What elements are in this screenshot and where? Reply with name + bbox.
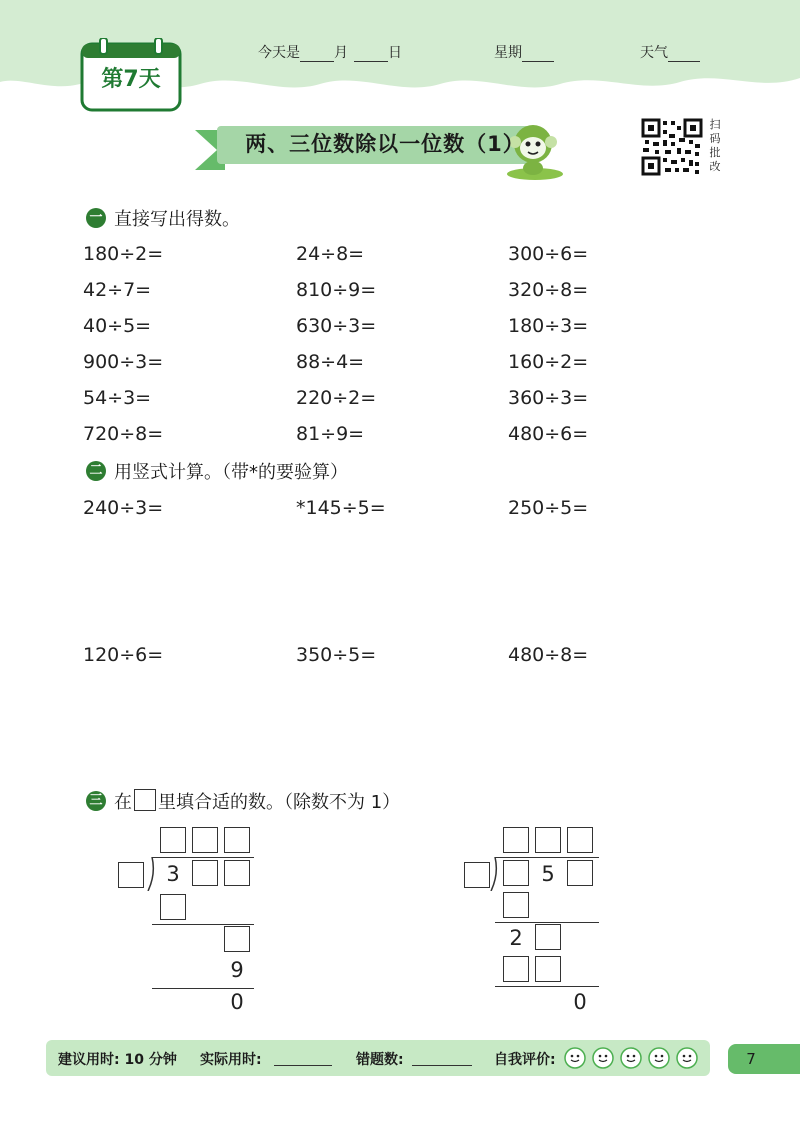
blank-box[interactable] [535, 924, 561, 950]
error-count-blank[interactable] [412, 1065, 472, 1066]
problem: 54÷3= [83, 387, 152, 409]
blank-box[interactable] [567, 827, 593, 853]
problem: 350÷5= [296, 644, 377, 666]
division-bracket [146, 857, 156, 891]
blank-box[interactable] [192, 860, 218, 886]
weather-line [640, 42, 700, 62]
blank-box[interactable] [567, 860, 593, 886]
section-1-badge: 一 [86, 208, 106, 228]
blank-box[interactable] [535, 827, 561, 853]
problem: 300÷6= [508, 243, 589, 265]
subtraction-line [152, 924, 254, 925]
smiley-icon [621, 1048, 641, 1068]
problem: 810÷9= [296, 279, 377, 301]
blank-box[interactable] [192, 827, 218, 853]
weather-blank[interactable] [668, 47, 700, 62]
today-label: 今天是 [258, 45, 300, 61]
actual-time-blank[interactable] [274, 1065, 332, 1066]
problem: 120÷6= [83, 644, 164, 666]
blank-box[interactable] [160, 827, 186, 853]
weekday-blank[interactable] [522, 47, 554, 62]
subtraction-line [495, 922, 599, 923]
qr-code-icon[interactable] [641, 118, 703, 176]
section-3-title-pre: 在 [114, 792, 132, 813]
problem: 81÷9= [296, 423, 365, 445]
smiley-icon [677, 1048, 697, 1068]
blank-box[interactable] [224, 827, 250, 853]
month-label: 月 [334, 45, 348, 61]
qr-label: 扫码批改 [709, 118, 721, 173]
page-number: 7 [746, 1050, 756, 1068]
problem: 220÷2= [296, 387, 377, 409]
problem: 160÷2= [508, 351, 589, 373]
blank-box[interactable] [503, 827, 529, 853]
remainder-digit: 0 [230, 990, 244, 1014]
blank-box[interactable] [224, 860, 250, 886]
problem: 40÷5= [83, 315, 152, 337]
dividend-digit: 3 [166, 862, 180, 886]
blank-box[interactable] [503, 892, 529, 918]
smiley-icon [593, 1048, 613, 1068]
blank-box[interactable] [160, 894, 186, 920]
actual-time-label: 实际用时: [200, 1052, 262, 1068]
self-eval-label: 自我评价: [494, 1052, 556, 1068]
day-label: 第7天 [101, 67, 161, 92]
problem: *145÷5= [296, 497, 386, 519]
section-3-title [114, 788, 400, 814]
suggested-time: 建议用时: 10 分钟 [58, 1052, 177, 1068]
section-1-title: 直接写出得数。 [114, 209, 240, 230]
problem: 630÷3= [296, 315, 377, 337]
remainder-digit: 0 [573, 990, 587, 1014]
weekday-label: 星期 [494, 45, 522, 61]
blank-box[interactable] [503, 860, 529, 886]
problem: 320÷8= [508, 279, 589, 301]
problem: 88÷4= [296, 351, 365, 373]
blank-box[interactable] [503, 956, 529, 982]
problem: 480÷6= [508, 423, 589, 445]
smiley-icon [565, 1048, 585, 1068]
blank-box[interactable] [535, 956, 561, 982]
dividend-digit: 5 [541, 862, 555, 886]
weather-label: 天气 [640, 45, 668, 61]
step-digit: 2 [509, 926, 523, 950]
month-blank[interactable] [300, 47, 334, 62]
weekday-line [494, 42, 554, 62]
section-3-badge: 三 [86, 791, 106, 811]
blank-box[interactable] [224, 926, 250, 952]
blank-box[interactable] [118, 862, 144, 888]
problem: 480÷8= [508, 644, 589, 666]
problem: 180÷3= [508, 315, 589, 337]
step-digit: 9 [230, 958, 244, 982]
section-2-badge: 二 [86, 461, 106, 481]
problem: 360÷3= [508, 387, 589, 409]
section-2-title: 用竖式计算。（带*的要验算） [114, 462, 348, 483]
problem: 42÷7= [83, 279, 152, 301]
division-bracket [489, 857, 499, 891]
date-line [258, 42, 402, 62]
blank-box[interactable] [464, 862, 490, 888]
page-title: 两、三位数除以一位数（1） [245, 132, 525, 156]
section-3-title-post: 里填合适的数。（除数不为 1） [158, 792, 401, 813]
problem: 900÷3= [83, 351, 164, 373]
sample-box [134, 789, 156, 811]
error-count-label: 错题数: [356, 1052, 404, 1068]
smiley-icon [649, 1048, 669, 1068]
problem: 240÷3= [83, 497, 164, 519]
problem: 24÷8= [296, 243, 365, 265]
problem: 720÷8= [83, 423, 164, 445]
date-label: 日 [388, 45, 402, 61]
subtraction-line [495, 986, 599, 987]
rating-faces[interactable] [562, 1045, 702, 1071]
subtraction-line [152, 988, 254, 989]
problem: 250÷5= [508, 497, 589, 519]
quotient-bar [152, 857, 254, 858]
date-blank[interactable] [354, 47, 388, 62]
quotient-bar [495, 857, 599, 858]
problem: 180÷2= [83, 243, 164, 265]
